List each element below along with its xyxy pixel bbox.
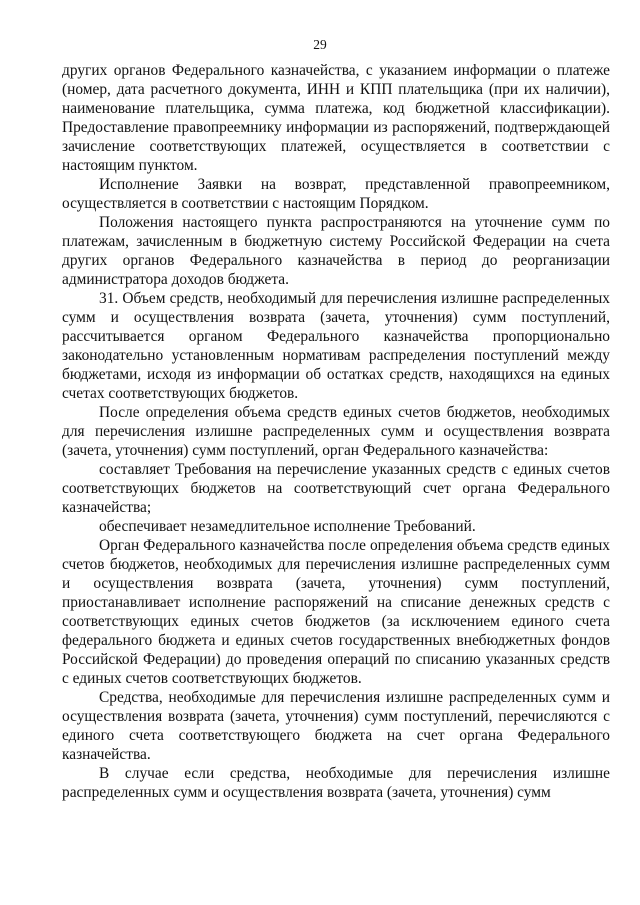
paragraph: Орган Федерального казначейства после определения объема средств единых счетов бюджетов, необходимых для перечисления излишне распределенных сумм и осуществления возврата (зачета, уточнения) сумм поступлений, приостанавливает исполнение распоряжений на списание денежных средств с соответствующих единых счетов бюджетов (за исключением единого счета федерального бюджета и единых счетов государственных внебюджетных фондов Российской Федерации) до проведения операций по списанию указанных средств с единых счетов соответствующих бюджетов. xyxy=(62,537,610,687)
paragraph: Положения настоящего пункта распространяются на уточнение сумм по платежам, зачисленным в бюджетную систему Российской Федерации на счета других органов Федерального казначейства в период до реорганизации администратора доходов бюджета. xyxy=(62,214,610,288)
paragraph: В случае если средства, необходимые для перечисления излишне распределенных сумм и осуществления возврата (зачета, уточнения) сумм xyxy=(62,765,610,801)
paragraph-continuation: других органов Федерального казначейства, с указанием информации о платеже (номер, дата расчетного документа, ИНН и КПП плательщика (при их наличии), наименование плательщика, сумма платежа, код бюджетной классификации). Предоставление правопреемнику информации из распоряжений, подтверждающей зачисление соответствующих платежей, осуществляется в соответствии с настоящим пунктом. xyxy=(62,62,610,174)
document-body xyxy=(62,61,610,802)
paragraph-list-item: составляет Требования на перечисление указанных средств с единых счетов соответствующих бюджетов на соответствующий счет органа Федерального казначейства; xyxy=(62,461,610,516)
paragraph: После определения объема средств единых счетов бюджетов, необходимых для перечисления излишне распределенных сумм и осуществления возврата (зачета, уточнения) сумм поступлений, орган Федерального казначейства: xyxy=(62,404,610,459)
paragraph: Средства, необходимые для перечисления излишне распределенных сумм и осуществления возврата (зачета, уточнения) сумм поступлений, перечисляются с единого счета соответствующего бюджета на счет органа Федерального казначейства. xyxy=(62,689,610,763)
page-number: 29 xyxy=(313,37,327,52)
paragraph-list-item: обеспечивает незамедлительное исполнение Требований. xyxy=(99,518,476,535)
paragraph: Исполнение Заявки на возврат, представленной правопреемником, осуществляется в соответствии с настоящим Порядком. xyxy=(62,176,610,212)
paragraph-clause-31: 31. Объем средств, необходимый для перечисления излишне распределенных сумм и осуществления возврата (зачета, уточнения) сумм поступлений, рассчитывается органом Федерального казначейства пропорционально законодательно установленным нормативам распределения поступлений между бюджетами, исходя из информации об остатках средств, находящихся на единых счетах соответствующих бюджетов. xyxy=(62,290,610,402)
